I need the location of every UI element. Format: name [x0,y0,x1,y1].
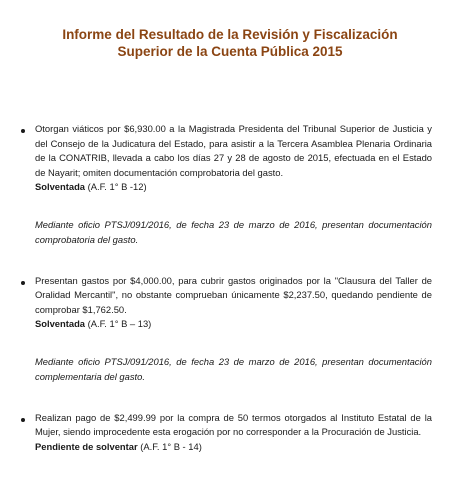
spacer [28,247,432,274]
status-reference: (A.F. 1° B - 14) [140,440,202,452]
status-label: Solventada [35,318,86,329]
status-label: Solventada [35,181,86,192]
observation-item [28,274,432,332]
status-label: Pendiente de solventar [35,440,138,452]
observation-item [28,122,432,195]
report-title-line-2: Superior de la Cuenta Pública 2015 [117,44,343,59]
report-title-line-1: Informe del Resultado de la Revisión y Fiscalización [62,27,398,42]
observation-note: Mediante oficio PTSJ/091/2016, de fecha 23 de marzo de 2016, presentan documentación comprobatoria del gasto. [35,218,432,245]
observation-text: Realizan pago de $2,499.99 por la compra de 50 termos otorgados al Instituto Estatal de la Mujer, siendo improcedente esta erogación por no corresponder a la Procuración de Justicia. [35,411,432,437]
observation-note: Mediante oficio PTSJ/091/2016, de fecha 23 de marzo de 2016, presentan documentación complementaria del gasto. [35,355,432,382]
observation-status [35,317,432,332]
bullet-icon [21,129,25,133]
status-reference: (A.F. 1° B -12) [87,181,147,192]
observation-text: Otorgan viáticos por $6,930.00 a la Magistrada Presidenta del Tribunal Superior de Justicia y del Consejo de la Judicatura del Estado, para asistir a la Tercera Asamblea Plenaria Ordinaria de la CONATRIB, llevada a cabo los días 27 y 28 de agosto de 2015, efectuada en el Estado de Nayarit; omiten documentación comprobatoria del gasto. [35,123,432,178]
bullet-icon [21,281,25,285]
observation-status [35,180,432,195]
observation-text: Presentan gastos por $4,000.00, para cubrir gastos originados por la "Clausura del Taller de Oralidad Mercantil", no obstante comprueban únicamente $2,237.50, quedando pendiente de comprobar $1,762.50. [35,274,432,315]
spacer [28,332,432,354]
observation-item [28,411,432,455]
status-reference: (A.F. 1° B – 13) [87,318,152,329]
report-title [28,26,432,60]
spacer [28,195,432,217]
spacer [28,384,432,411]
observation-status [35,440,432,455]
bullet-icon [21,418,25,422]
